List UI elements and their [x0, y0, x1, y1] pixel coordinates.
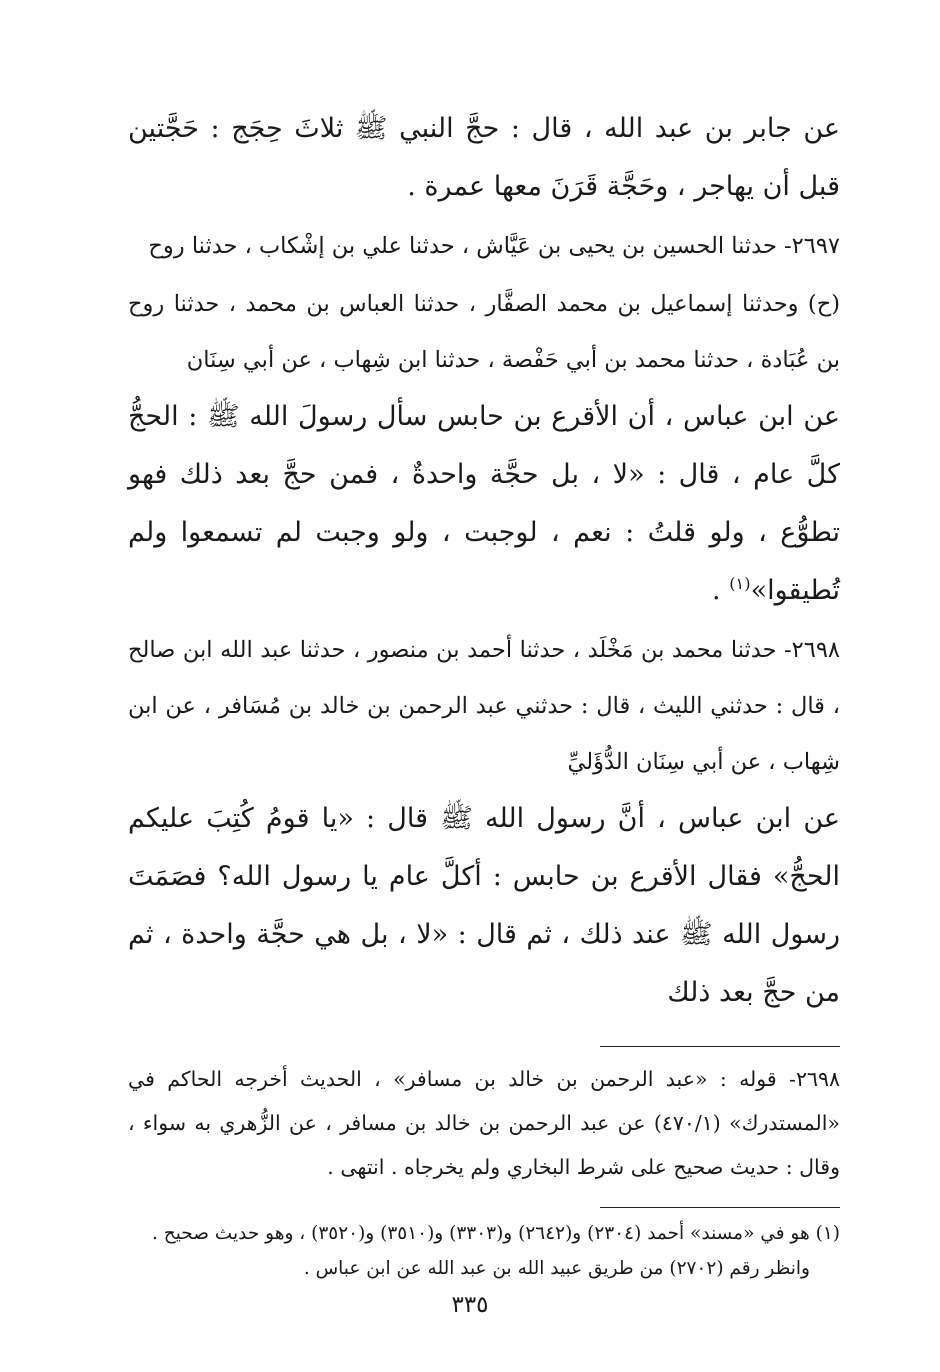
- isnad-2697: ٢٦٩٧- حدثنا الحسين بن يحيى بن عَيَّاش ، حدثنا علي بن إشْكاب ، حدثنا روح: [148, 233, 840, 259]
- notes-divider: [600, 1046, 840, 1047]
- hadith-text-jabir: عن جابر بن عبد الله ، قال : حجَّ النبي ﷺ ثلاثَ حِجَج : حَجَّتين قبل أن يهاجر ، وحَجَّة قَرَنَ معها عمرة .: [128, 113, 840, 202]
- page-body: [128, 100, 840, 1286]
- footnote-ref-1[interactable]: (١): [729, 574, 751, 593]
- isnad-2697-alt: (ح) وحدثنا إسماعيل بن محمد الصفَّار ، حدثنا العباس بن محمد ، حدثنا روح بن عُبَادة ، حدثنا محمد بن أبي حَفْصة ، حدثنا ابن شِهاب ، عن أبي سِنَان: [128, 291, 840, 373]
- footnote-1-continued: وانظر رقم (٢٧٠٢) من طريق عبيد الله بن عبد الله عن ابن عباس .: [303, 1258, 810, 1279]
- footnote-1: (١) هو في «مسند» أحمد (٢٣٠٤) و(٢٦٤٢) و(٣٣٠٣) و(٣٥١٠) و(٣٥٢٠) ، وهو حديث صحيح .: [151, 1223, 840, 1244]
- isnad-2698: ٢٦٩٨- حدثنا محمد بن مَخْلَد ، حدثنا أحمد بن منصور ، حدثنا عبد الله ابن صالح ، قال : حدثني الليث ، قال : حدثني عبد الرحمن بن خالد بن مُسَافر ، عن ابن شِهاب ، عن أبي سِنَان الدُّؤَليِّ: [128, 637, 840, 775]
- hadith-text-ibn-abbas-1: [128, 388, 840, 620]
- footnotes-divider: [600, 1207, 840, 1208]
- commentary-2698: ٢٦٩٨- قوله : «عبد الرحمن بن خالد بن مسافر» ، الحديث أخرجه الحاكم في «المستدرك» (٤٧٠/١) عن عبد الرحمن بن خالد بن مسافر ، عن الزُّهري به سواء ، وقال : حديث صحيح على شرط البخاري ولم يخرجاه . انتهى .: [128, 1067, 840, 1179]
- hadith-text-ibn-abbas-1-end: .: [712, 575, 730, 606]
- hadith-text-ibn-abbas-1-body: عن ابن عباس ، أن الأقرع بن حابس سأل رسولَ الله ﷺ : الحجُّ كلَّ عام ، قال : «لا ، بل حجَّة واحدةٌ ، فمن حجَّ بعد ذلك فهو تطوُّع ، ولو قلتُ : نعم ، لوجبت ، ولو وجبت لم تسمعوا ولم تُطيقوا»: [128, 401, 840, 606]
- page-number: ٣٣٥: [451, 1292, 489, 1318]
- hadith-text-ibn-abbas-2: عن ابن عباس ، أنَّ رسول الله ﷺ قال : «يا قومُ كُتِبَ عليكم الحجُّ» فقال الأقرع بن حابس : أكلَّ عام يا رسول الله؟ فصَمَتَ رسول الله ﷺ عند ذلك ، ثم قال : «لا ، بل هي حجَّة واحدة ، ثم من حجَّ بعد ذلك: [128, 803, 840, 1008]
